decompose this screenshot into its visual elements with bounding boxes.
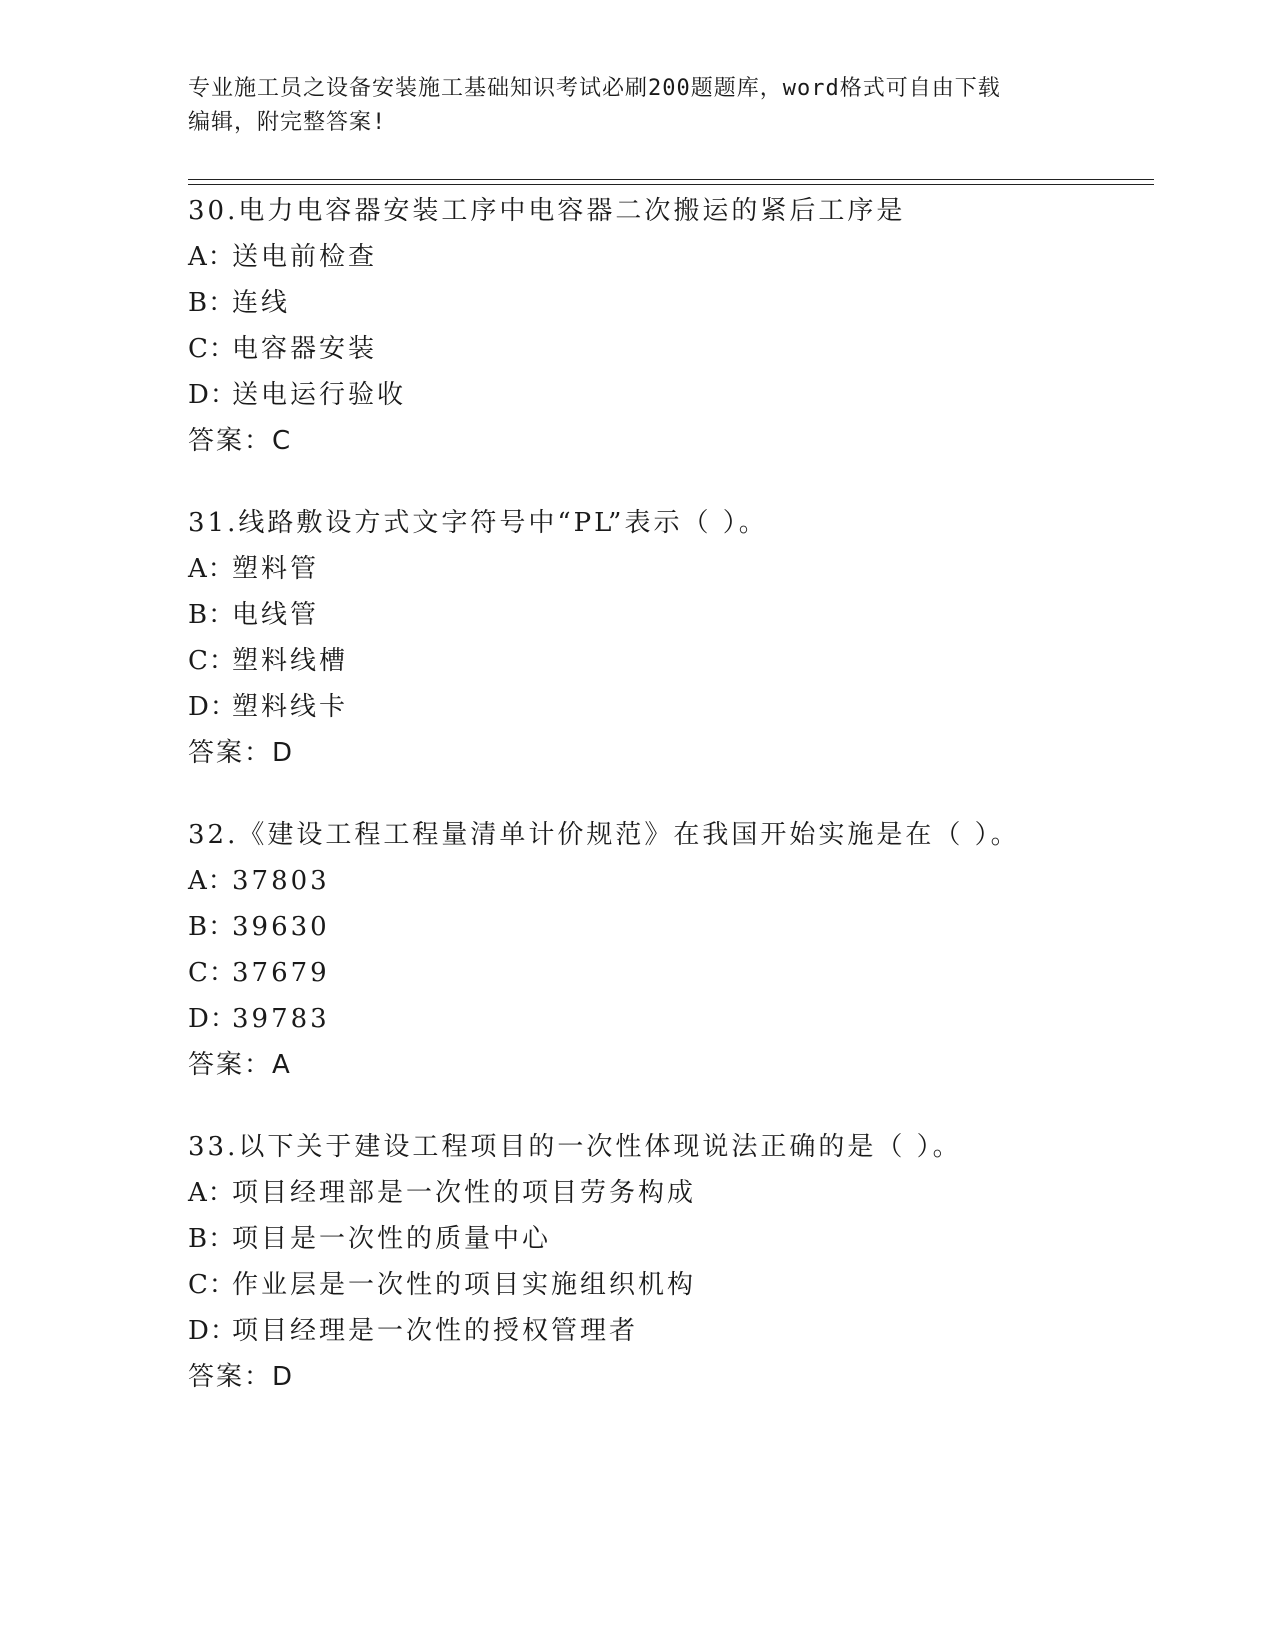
- option-c: [188, 638, 1148, 684]
- option-key: A：: [188, 866, 235, 896]
- option-text: 送电运行验收: [232, 380, 407, 410]
- option-c: [188, 1262, 1148, 1308]
- option-c: [188, 950, 1148, 996]
- option-text: 39783: [232, 1004, 330, 1034]
- option-d: [188, 684, 1148, 730]
- option-d: [188, 1308, 1148, 1354]
- option-a: [188, 858, 1148, 904]
- answer-line: 答案：C: [188, 426, 293, 456]
- option-text: 塑料线卡: [232, 692, 349, 722]
- option-b: [188, 904, 1148, 950]
- option-text: 项目经理是一次性的授权管理者: [232, 1316, 639, 1346]
- question-31: [188, 500, 1148, 776]
- option-key: A：: [188, 554, 235, 584]
- option-key: D：: [188, 380, 237, 410]
- option-text: 连线: [232, 288, 291, 318]
- header-title-line-2: 编辑，附完整答案!: [188, 110, 387, 135]
- option-text: 项目经理部是一次性的项目劳务构成: [232, 1178, 697, 1208]
- option-c: [188, 326, 1148, 372]
- option-key: B：: [188, 288, 236, 318]
- header-divider-bottom: [188, 184, 1154, 185]
- option-key: C：: [188, 1270, 236, 1300]
- option-text: 塑料线槽: [232, 646, 349, 676]
- question-stem: 32.《建设工程工程量清单计价规范》在我国开始实施是在（ ）。: [188, 820, 1020, 850]
- option-text: 39630: [232, 912, 330, 942]
- option-text: 电线管: [232, 600, 320, 630]
- option-key: C：: [188, 958, 236, 988]
- option-text: 37803: [232, 866, 330, 896]
- option-key: A：: [188, 1178, 235, 1208]
- option-key: B：: [188, 600, 236, 630]
- option-key: D：: [188, 692, 237, 722]
- option-key: A：: [188, 242, 235, 272]
- option-text: 电容器安装: [232, 334, 378, 364]
- question-stem: 31.线路敷设方式文字符号中“PL”表示（ ）。: [188, 508, 768, 538]
- option-d: [188, 996, 1148, 1042]
- option-key: D：: [188, 1316, 237, 1346]
- answer-line: 答案：D: [188, 1362, 295, 1392]
- option-key: D：: [188, 1004, 237, 1034]
- question-33: [188, 1124, 1148, 1400]
- document-header: [188, 72, 1088, 140]
- answer-line: 答案：A: [188, 1050, 292, 1080]
- option-a: [188, 234, 1148, 280]
- option-text: 项目是一次性的质量中心: [232, 1224, 552, 1254]
- option-a: [188, 1170, 1148, 1216]
- option-text: 送电前检查: [232, 242, 378, 272]
- question-list: [188, 188, 1148, 1436]
- option-key: B：: [188, 1224, 236, 1254]
- question-32: [188, 812, 1148, 1088]
- option-b: [188, 592, 1148, 638]
- option-key: C：: [188, 334, 236, 364]
- option-d: [188, 372, 1148, 418]
- question-stem: 33.以下关于建设工程项目的一次性体现说法正确的是（ ）。: [188, 1132, 962, 1162]
- question-stem: 30.电力电容器安装工序中电容器二次搬运的紧后工序是: [188, 196, 906, 226]
- option-text: 37679: [232, 958, 330, 988]
- header-divider-top: [188, 179, 1154, 180]
- option-key: C：: [188, 646, 236, 676]
- option-b: [188, 1216, 1148, 1262]
- option-text: 作业层是一次性的项目实施组织机构: [232, 1270, 697, 1300]
- option-text: 塑料管: [232, 554, 320, 584]
- header-title-line-1: 专业施工员之设备安装施工基础知识考试必刷200题题库，word格式可自由下载: [188, 76, 1001, 101]
- answer-line: 答案：D: [188, 738, 295, 768]
- option-b: [188, 280, 1148, 326]
- question-30: [188, 188, 1148, 464]
- option-a: [188, 546, 1148, 592]
- option-key: B：: [188, 912, 236, 942]
